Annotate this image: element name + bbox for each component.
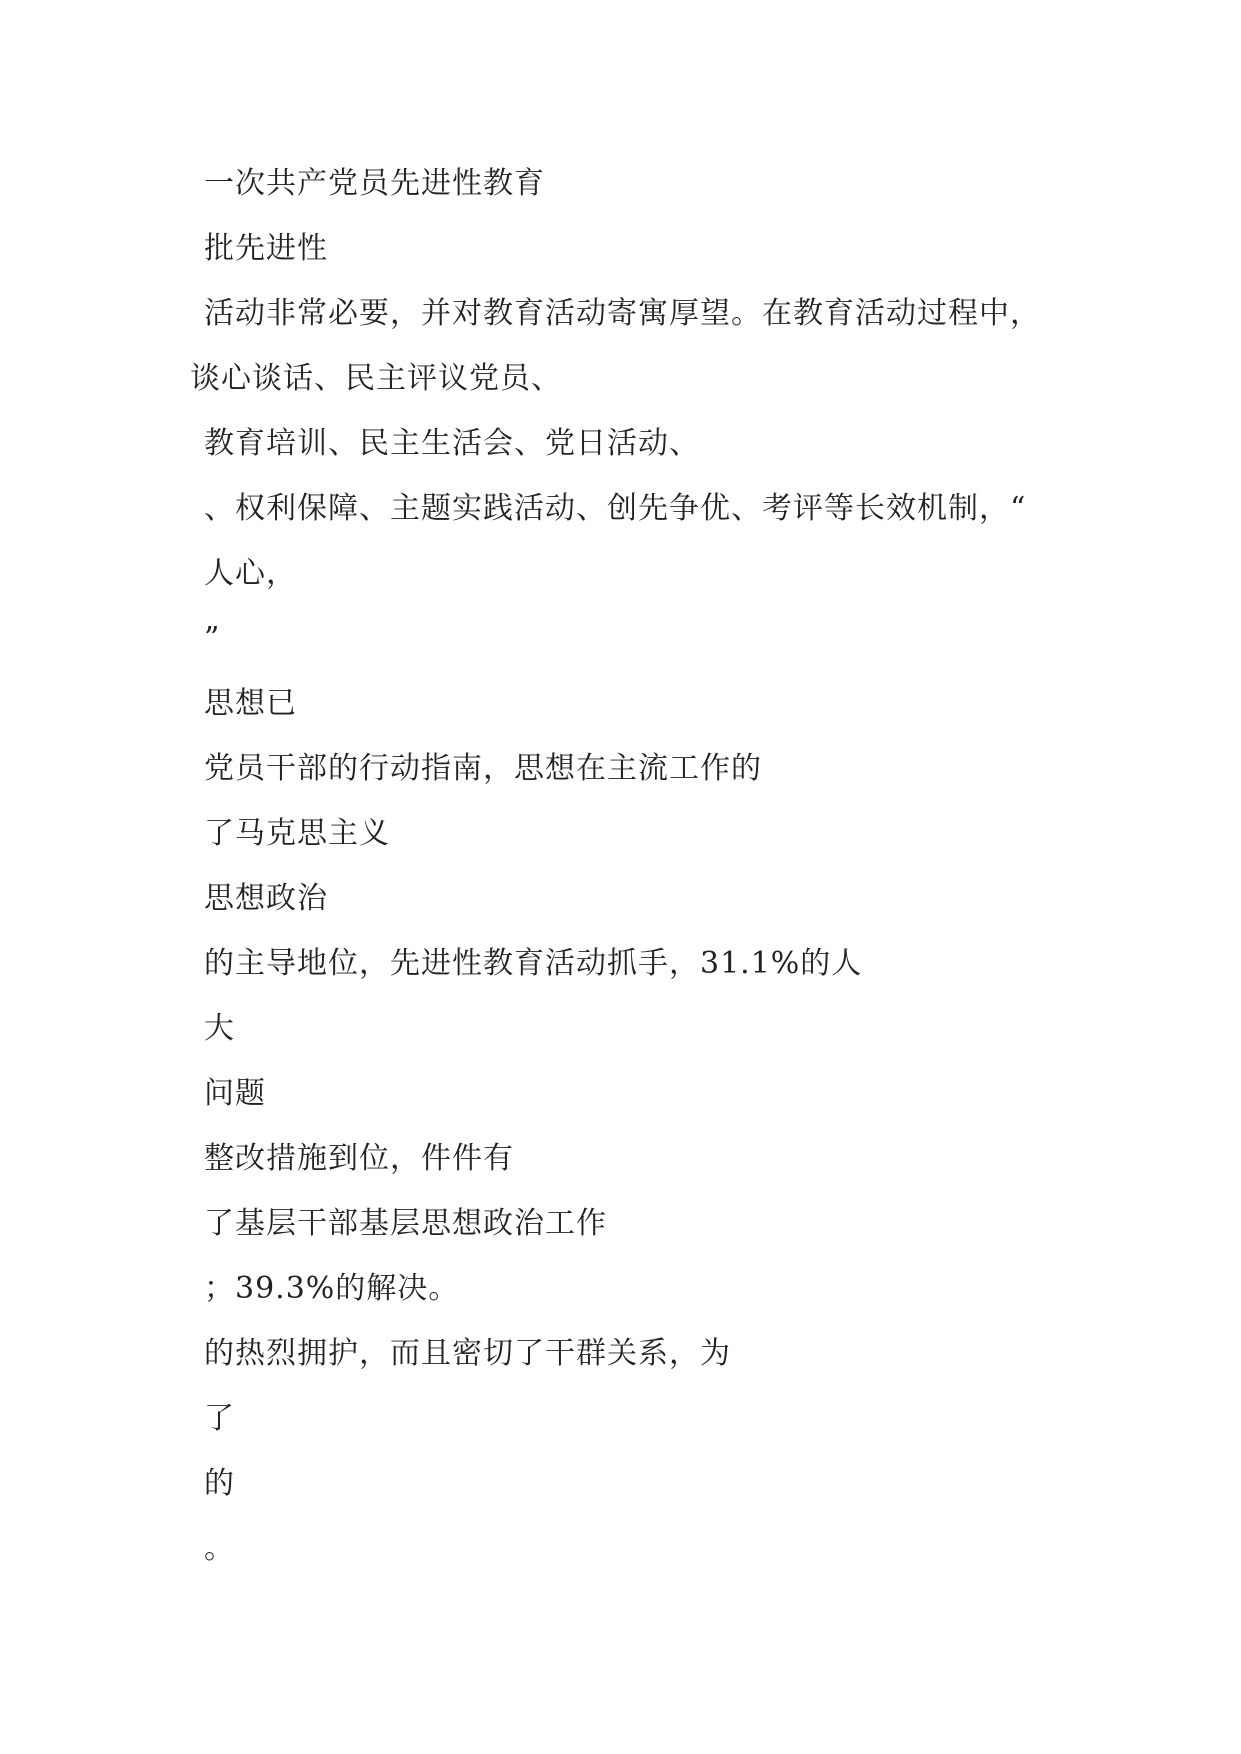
text-line-17: 了基层干部基层思想政治工作 xyxy=(204,1206,607,1241)
text-line-20: 了 xyxy=(204,1401,235,1436)
text-line-4: 谈心谈话、民主评议党员、 xyxy=(190,361,562,396)
text-line-9: 思想已 xyxy=(204,686,297,721)
text-line-8: ” xyxy=(204,621,221,656)
text-line-19: 的热烈拥护，而且密切了干群关系，为 xyxy=(204,1336,731,1371)
text-line-14: 大 xyxy=(204,1011,235,1046)
text-line-10: 党员干部的行动指南，思想在主流工作的 xyxy=(204,751,762,786)
text-line-3: 活动非常必要，并对教育活动寄寓厚望。在教育活动过程中， xyxy=(204,296,1041,331)
text-line-6: 、权利保障、主题实践活动、创先争优、考评等长效机制，“ xyxy=(204,491,1027,526)
text-line-21: 的 xyxy=(204,1466,235,1501)
text-line-13: 的主导地位，先进性教育活动抓手，31.1%的人 xyxy=(204,946,863,981)
text-line-5: 教育培训、民主生活会、党日活动、 xyxy=(204,426,700,461)
text-line-22: 。 xyxy=(204,1531,235,1566)
text-line-15: 问题 xyxy=(204,1076,266,1111)
text-line-1: 一次共产党员先进性教育 xyxy=(204,166,545,201)
text-line-11: 了马克思主义 xyxy=(204,816,390,851)
text-line-18: ；39.3%的解决。 xyxy=(204,1271,460,1306)
text-line-16: 整改措施到位，件件有 xyxy=(204,1141,514,1176)
text-line-12: 思想政治 xyxy=(204,881,328,916)
text-line-7: 人心， xyxy=(204,556,297,591)
text-line-2: 批先进性 xyxy=(204,231,328,266)
